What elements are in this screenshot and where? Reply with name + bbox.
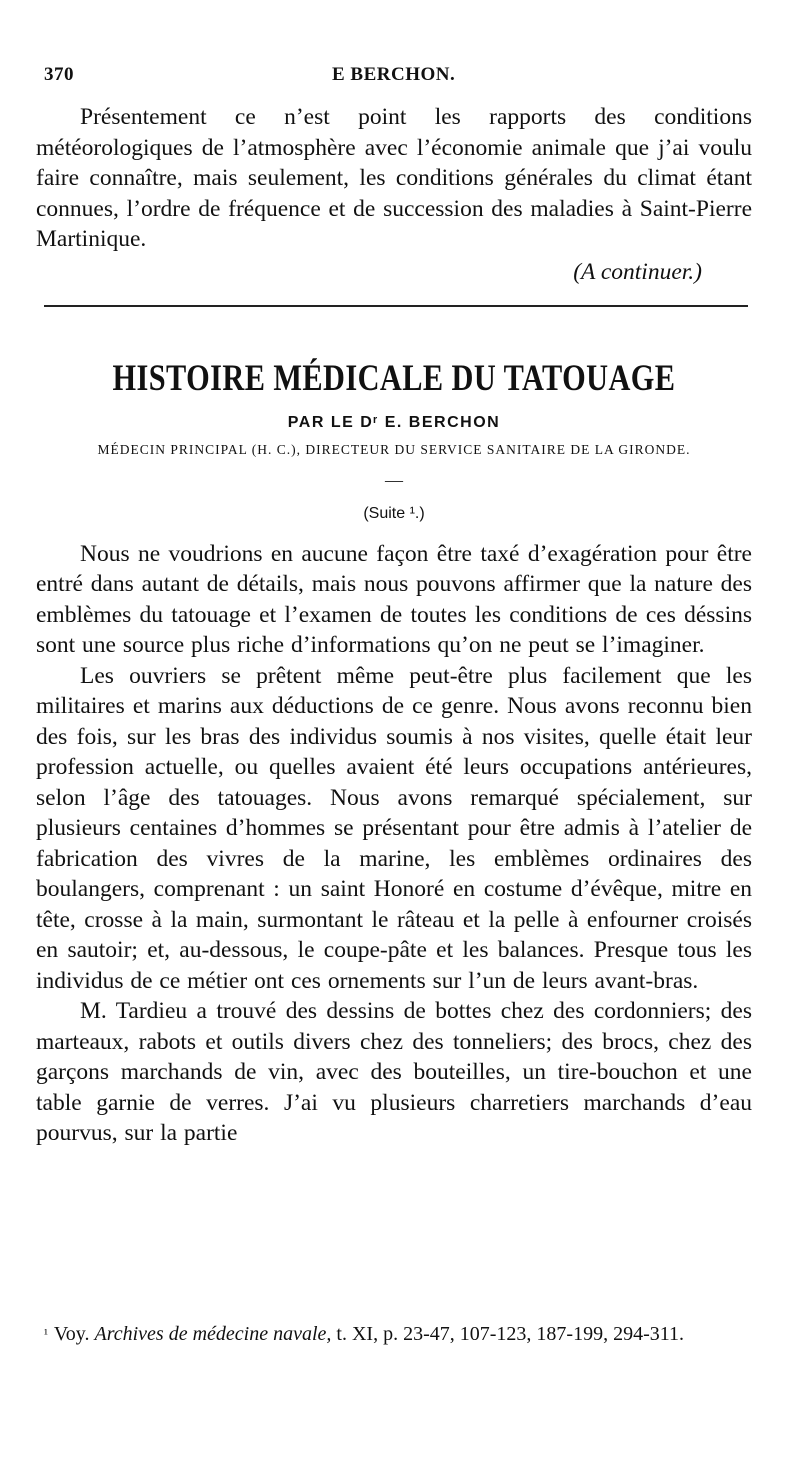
running-head [36,56,752,92]
previous-article-closing-paragraph: Présentement ce n’est point les rapports des conditions météorologiques de l’atmosphère avec l’économie animale que j’ai voulu faire connaître, mais seulement, les conditions générales du climat étant connues, l’ordre de fréquence et de succession des maladies à Saint-Pierre Martinique. [36,104,752,252]
section-divider [44,305,748,307]
footnote-mark: ¹ [44,1326,48,1341]
body-paragraph: M. Tardieu a trouvé des dessins de bottes chez des cordonniers; des marteaux, rabots et outils divers chez des tonneliers; des brocs, chez des garçons marchands de vin, avec des bouteilles, un tire-bouchon et une table garnie de verres. J’ai vu plusieurs charretiers marchands d’eau pourvus, sur la partie [36,998,752,1146]
continuation-note: (A continuer.) [573,258,702,285]
article-byline: PAR LE Dʳ E. BERCHON [287,413,501,431]
footnote-prefix: Voy. [53,1323,90,1345]
body-paragraph: Les ouvriers se prêtent même peut-être plus facilement que les militaires et marins aux déductions de ce genre. Nous avons reconnu bien des fois, sur les bras des individus soumis à nos visites, quelle était leur profession actuelle, ou quelles avaient été leurs occupations antérieures, selon l’âge des tatouages. Nous avons remarqué spécialement, sur plusieurs centaines d’hommes se présentant pour être admis à l’atelier de fabrication des vivres de la marine, les emblèmes ordinaires des boulangers, comprenant : un saint Honoré en costume d’évêque, mitre en tête, crosse à la main, surmontant le râteau et la pelle à enfourner croisés en sautoir; et, au-dessous, le coupe-pâte et les balances. Presque tous les individus de ce métier ont ces ornements sur l’un de leurs avant-bras. [36,662,752,994]
page [36,56,752,1149]
title-separator: — [385,469,403,490]
running-title: E BERCHON. [332,64,456,85]
footnote [44,1322,750,1346]
author-affiliation: MÉDECIN PRINCIPAL (H. C.), DIRECTEUR DU SERVICE SANITAIRE DE LA GIRONDE. [97,441,691,457]
body-paragraph: Nous ne voudrions en aucune façon être taxé d’exagération pour être entré dans autant de détails, mais nous pouvons affirmer que la nature des emblèmes du tatouage et l’examen de toutes les conditions de ces déssins sont une source plus riche d’informations qu’on ne peut se l’imaginer. [36,540,752,658]
page-number: 370 [44,64,74,85]
article-body [36,539,752,1149]
footnote-reference: t. XI, p. 23-47, 107-123, 187-199, 294-311. [336,1323,684,1345]
footnote-journal: Archives de médecine navale, [94,1323,332,1345]
suite-label: (Suite ¹.) [363,504,425,522]
article-title: HISTOIRE MÉDICALE DU TATOUAGE [112,357,676,399]
